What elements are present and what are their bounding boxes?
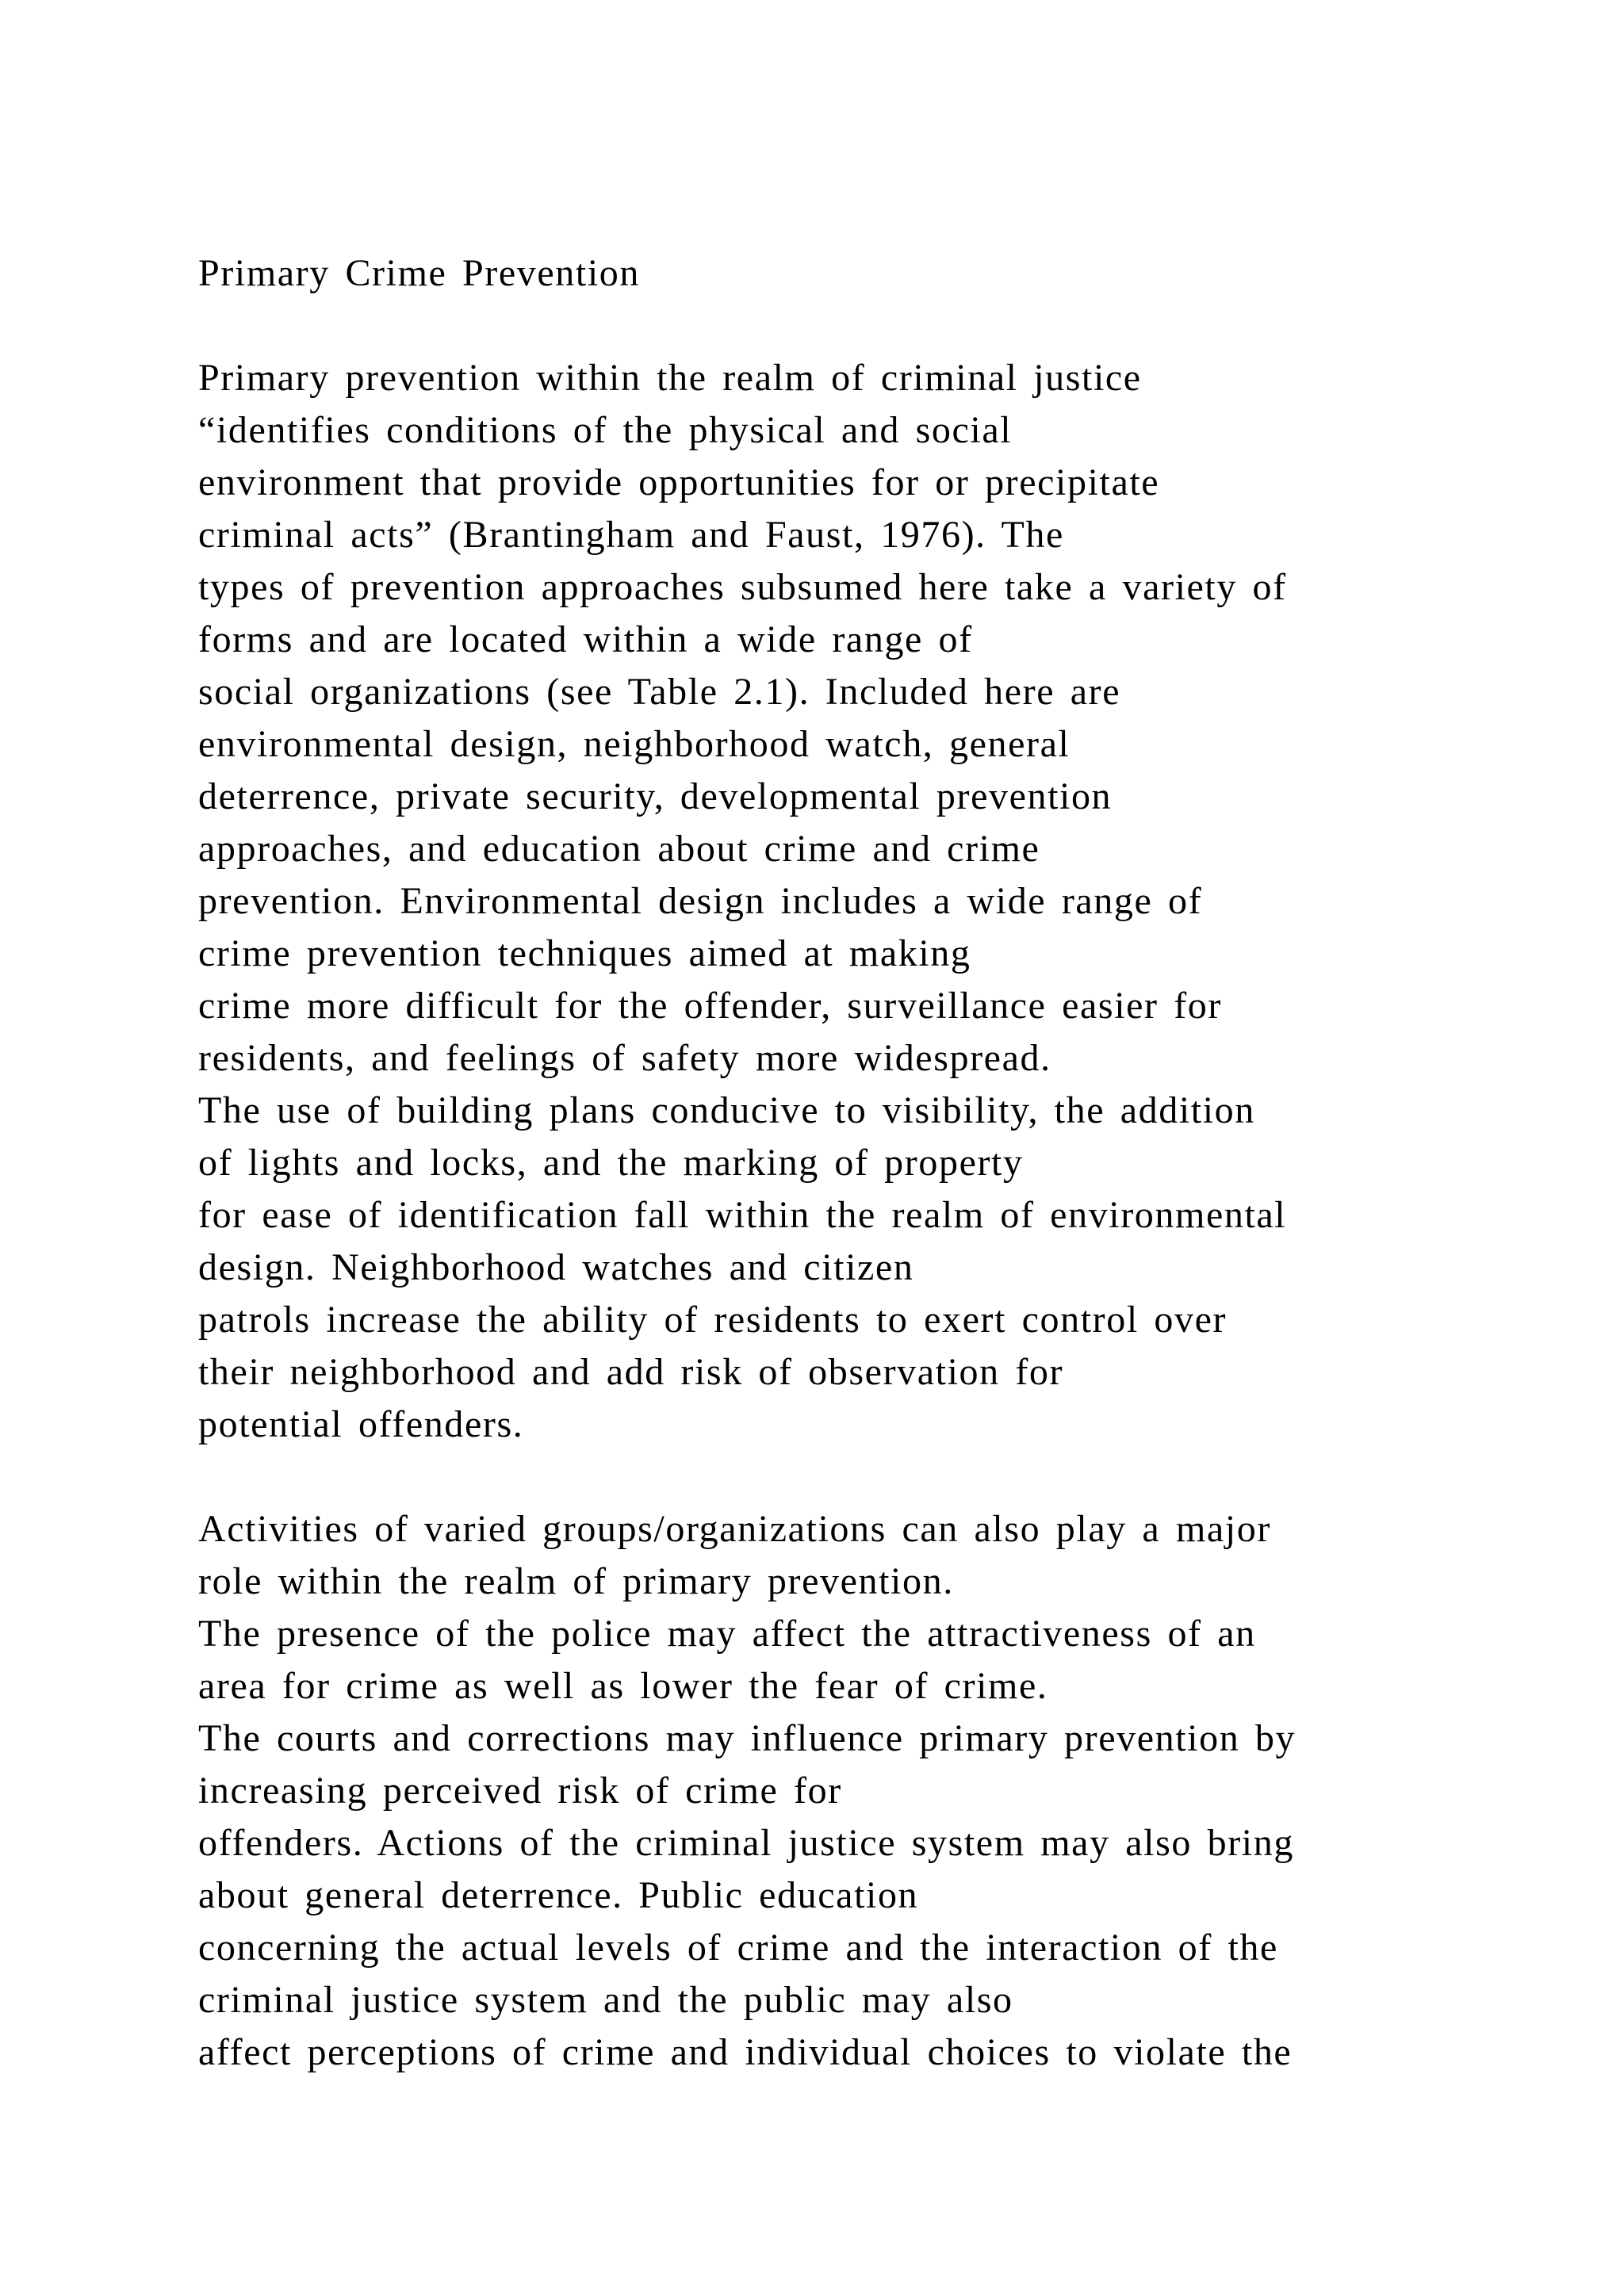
paragraph-2 [198,1503,1610,2079]
text-line: role within the realm of primary prevention. [198,1560,954,1602]
text-line: The presence of the police may affect the attractiveness of an [198,1613,1256,1655]
text-line: patrols increase the ability of residents to exert control over [198,1299,1228,1341]
text-line: increasing perceived risk of crime for [198,1770,842,1812]
text-line: The courts and corrections may influence primary prevention by [198,1717,1297,1759]
text-line: for ease of identification fall within the realm of environmental [198,1194,1287,1236]
text-line: affect perceptions of crime and individual choices to violate the [198,2031,1293,2073]
paragraph-spacer [198,1451,1610,1503]
text-line: “identifies conditions of the physical and social [198,409,1013,451]
text-line: residents, and feelings of safety more widespread. [198,1037,1051,1079]
paragraph-spacer [198,300,1610,352]
text-line: Activities of varied groups/organizations can also play a major [198,1508,1271,1550]
text-line: of lights and locks, and the marking of property [198,1142,1024,1184]
text-line: The use of building plans conducive to visibility, the addition [198,1089,1255,1131]
text-line: potential offenders. [198,1403,524,1445]
text-line: Primary prevention within the realm of criminal justice [198,357,1142,399]
text-line: criminal acts” (Brantingham and Faust, 1976). The [198,514,1064,556]
text-line: prevention. Environmental design includes a wide range of [198,880,1203,922]
text-line: about general deterrence. Public education [198,1874,919,1916]
text-line: crime prevention techniques aimed at making [198,932,971,974]
paragraph-1 [198,352,1610,1451]
text-line: area for crime as well as lower the fear of crime. [198,1665,1048,1707]
text-line: design. Neighborhood watches and citizen [198,1246,914,1288]
text-line: environmental design, neighborhood watch, general [198,723,1071,765]
document-title: Primary Crime Prevention [198,252,640,294]
text-line: types of prevention approaches subsumed here take a variety of [198,566,1287,608]
text-line: deterrence, private security, developmental prevention [198,775,1113,817]
text-line: crime more difficult for the offender, surveillance easier for [198,985,1222,1027]
text-line: social organizations (see Table 2.1). Included here are [198,671,1121,713]
text-line: approaches, and education about crime and crime [198,828,1040,870]
text-line: criminal justice system and the public may also [198,1979,1013,2021]
text-line: forms and are located within a wide range of [198,618,973,660]
text-line: their neighborhood and add risk of observation for [198,1351,1064,1393]
text-line: concerning the actual levels of crime and the interaction of the [198,1927,1278,1969]
text-line: offenders. Actions of the criminal justice system may also bring [198,1822,1294,1864]
text-line: environment that provide opportunities for or precipitate [198,461,1160,503]
document-body [198,247,1610,2079]
